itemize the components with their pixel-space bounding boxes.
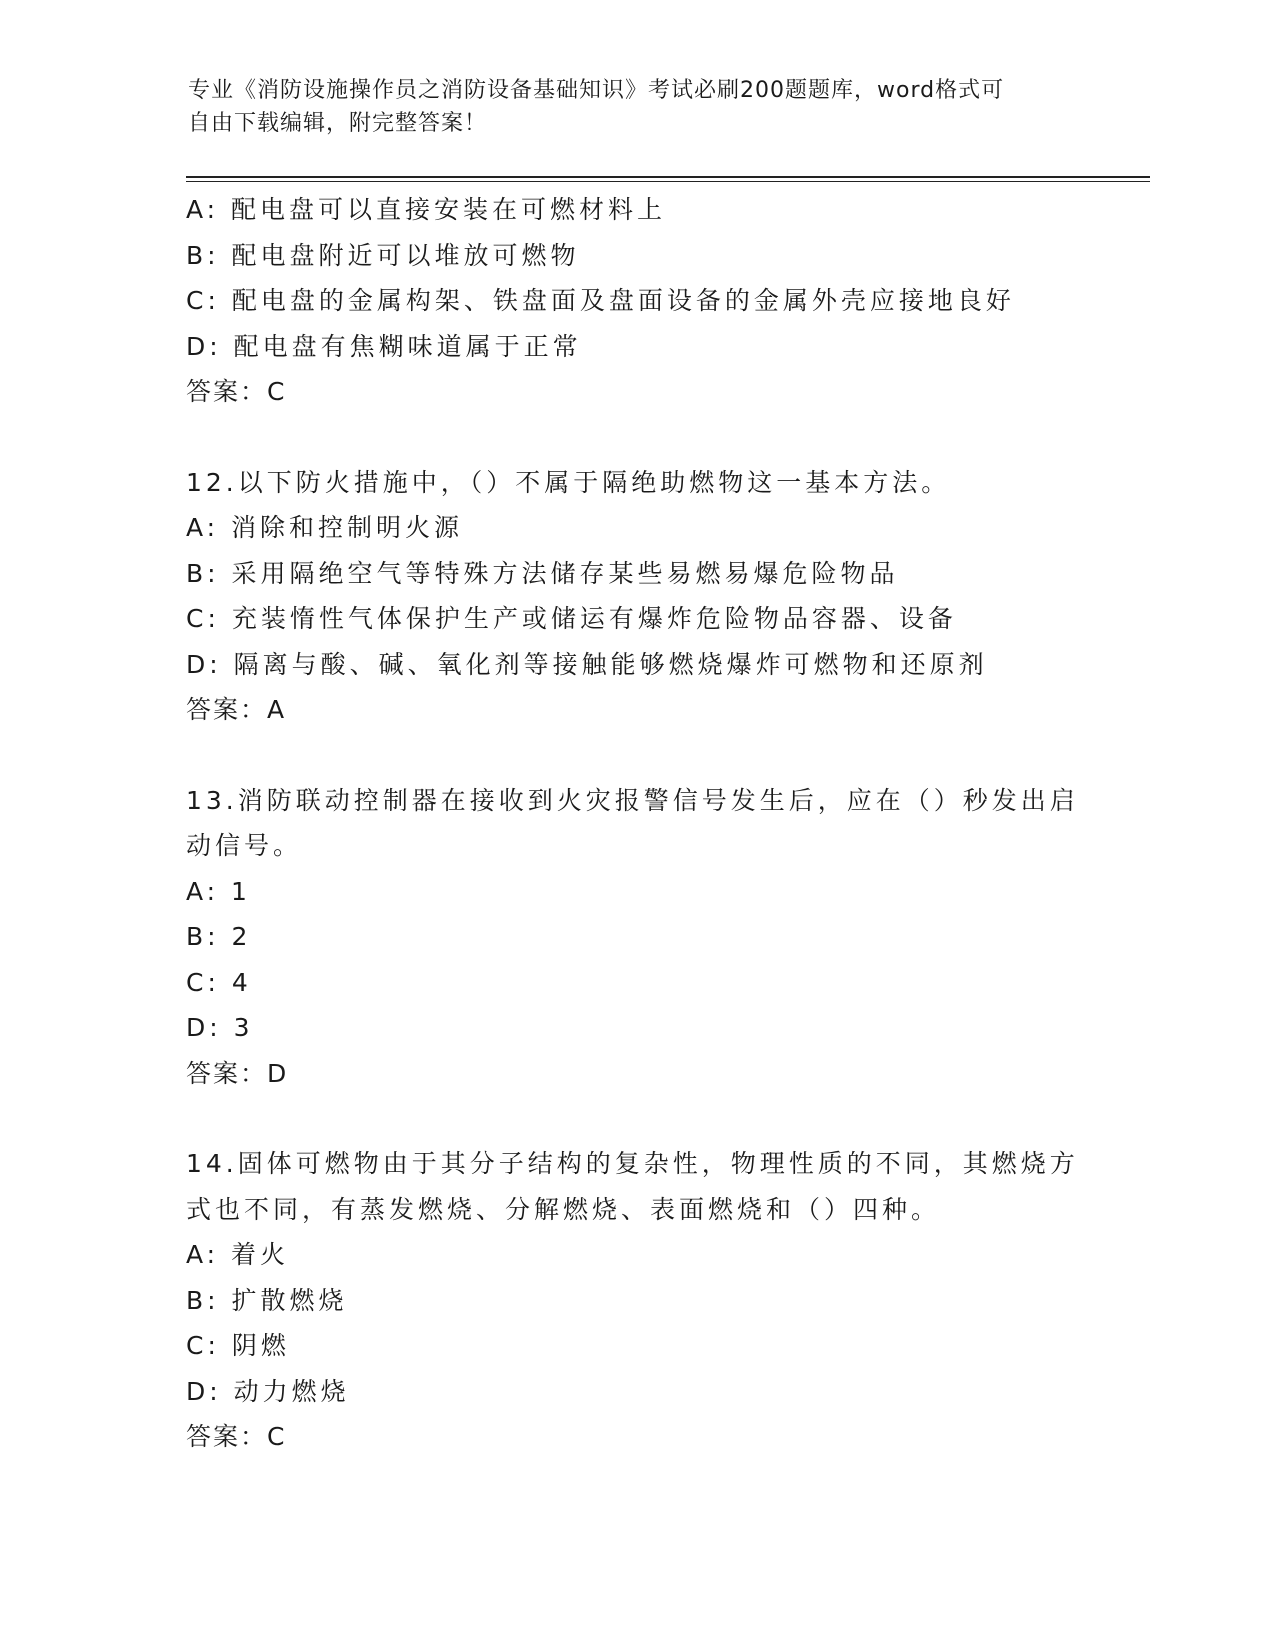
option-b: B: 采用隔绝空气等特殊方法储存某些易燃易爆危险物品 xyxy=(186,558,899,588)
option-d: D: 隔离与酸、碱、氧化剂等接触能够燃烧爆炸可燃物和还原剂 xyxy=(186,649,988,679)
header-rule-thin xyxy=(186,181,1150,182)
option-b: B: 扩散燃烧 xyxy=(186,1285,348,1315)
question-stem-line-2: 式也不同，有蒸发燃烧、分解燃烧、表面燃烧和（）四种。 xyxy=(186,1194,941,1224)
question-11 xyxy=(186,187,1086,415)
answer: 答案：C xyxy=(186,1422,287,1451)
option-c: C: 配电盘的金属构架、铁盘面及盘面设备的金属外壳应接地良好 xyxy=(186,286,1015,315)
option-a: A: 消除和控制明火源 xyxy=(186,513,464,542)
option-c: C: 充装惰性气体保护生产或储运有爆炸危险物品容器、设备 xyxy=(186,604,957,633)
header-title-line-1: 专业《消防设施操作员之消防设备基础知识》考试必刷200题题库，word格式可 xyxy=(188,78,1005,103)
option-a: A: 1 xyxy=(186,876,251,906)
answer: 答案：C xyxy=(186,377,287,406)
option-b: B: 2 xyxy=(186,922,252,951)
question-12 xyxy=(186,460,1086,733)
answer: 答案：D xyxy=(186,1058,289,1088)
header-title-line-2: 自由下载编辑，附完整答案！ xyxy=(188,111,488,136)
option-a: A: 配电盘可以直接安装在可燃材料上 xyxy=(186,195,667,224)
question-stem-line-1: 13.消防联动控制器在接收到火灾报警信号发生后，应在（）秒发出启 xyxy=(186,785,1079,815)
question-13 xyxy=(186,778,1086,1097)
spacer xyxy=(186,1096,1086,1141)
answer: 答案：A xyxy=(186,695,287,724)
option-d: D: 动力燃烧 xyxy=(186,1376,350,1406)
question-stem-line-1: 14.固体可燃物由于其分子结构的复杂性，物理性质的不同，其燃烧方 xyxy=(186,1149,1079,1178)
question-stem-line-2: 动信号。 xyxy=(186,831,303,860)
question-14 xyxy=(186,1141,1086,1460)
header-rule-thick xyxy=(186,176,1150,178)
option-d: D: 配电盘有焦糊味道属于正常 xyxy=(186,331,582,361)
spacer xyxy=(186,733,1086,778)
spacer xyxy=(186,415,1086,460)
option-a: A: 着火 xyxy=(186,1240,290,1269)
question-list xyxy=(186,187,1086,1460)
option-c: C: 阴燃 xyxy=(186,1331,290,1360)
option-c: C: 4 xyxy=(186,967,252,997)
option-d: D: 3 xyxy=(186,1013,254,1042)
question-stem: 12.以下防火措施中，（）不属于隔绝助燃物这一基本方法。 xyxy=(186,467,951,497)
document-header xyxy=(188,74,1088,140)
option-b: B: 配电盘附近可以堆放可燃物 xyxy=(186,240,580,270)
